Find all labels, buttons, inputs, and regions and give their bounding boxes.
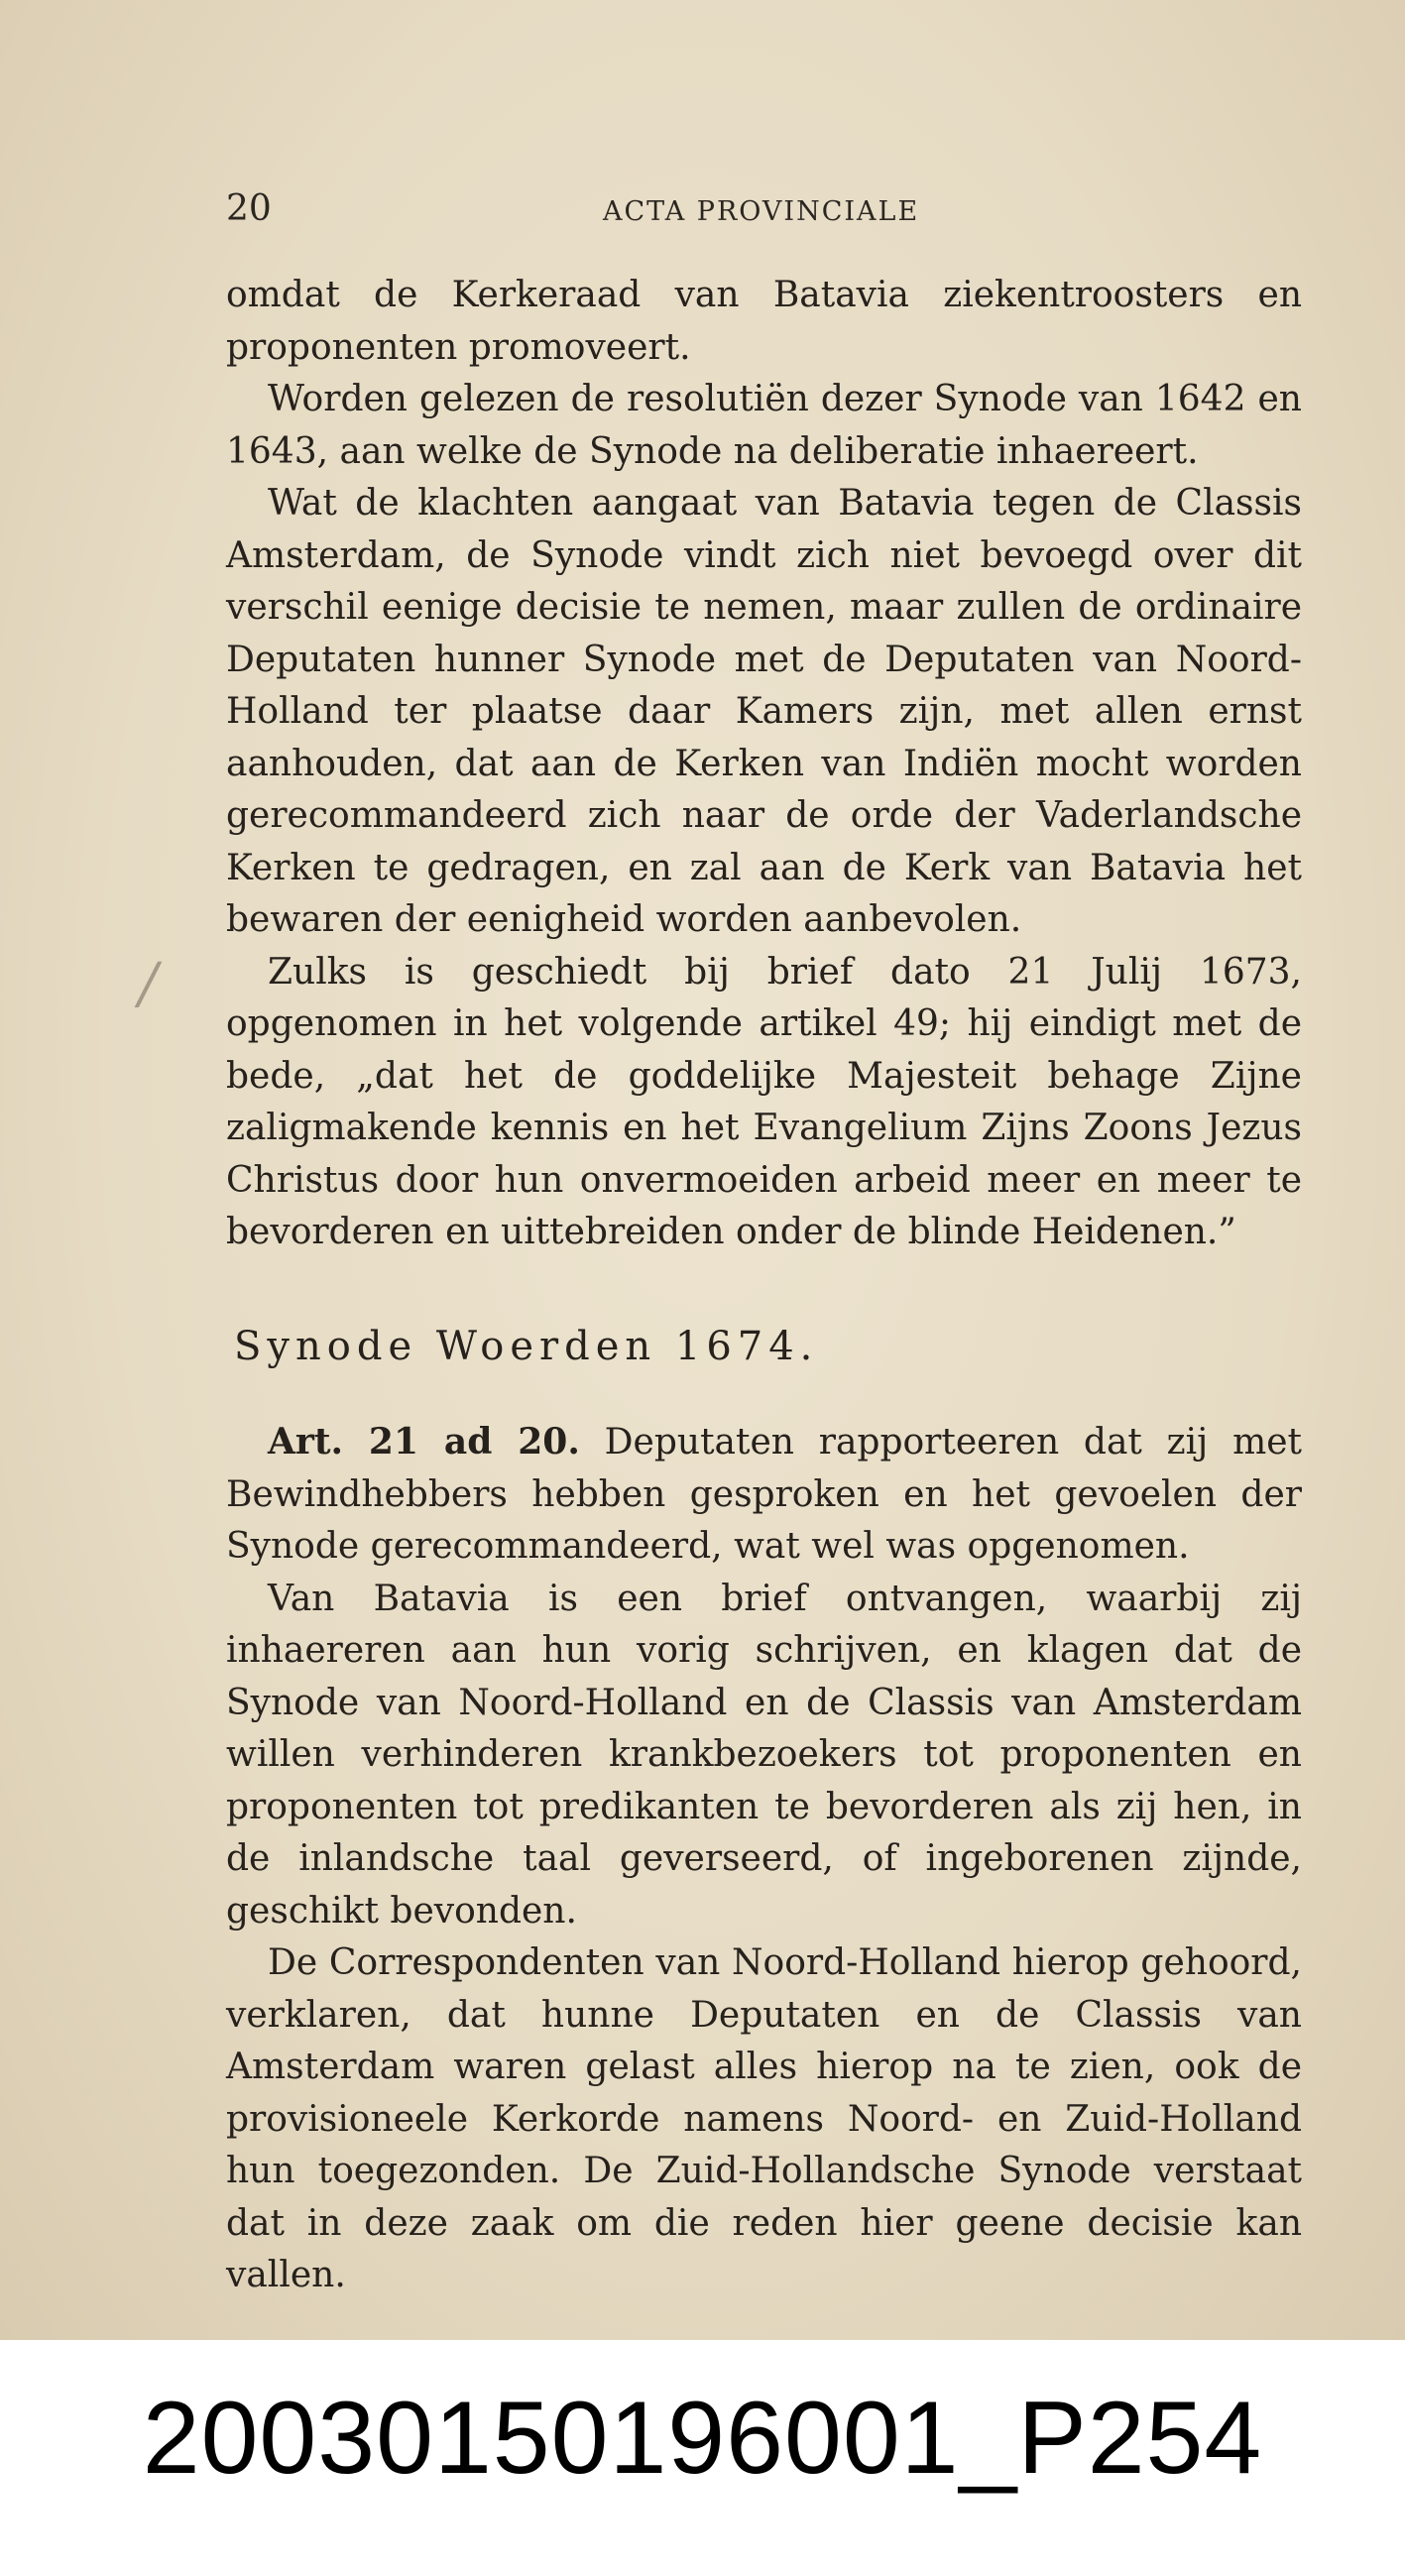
paragraph: omdat de Kerkeraad van Batavia ziekentroosters en proponenten promoveert. (226, 275, 1302, 368)
article-label: Art. 21 ad 20. (268, 1421, 580, 1463)
paragraph: Van Batavia is een brief ontvangen, waarbij zij inhaereren aan hun vorig schrijven, en klagen dat de Synode van Noord-Holland en de Classis van Amsterdam willen verhinderen krankbezoekers tot proponenten en proponenten tot predikanten te bevorderen als zij hen, in de inlandsche taal geverseerd, of ingeborenen zijnde, geschikt bevonden. (226, 1578, 1302, 1932)
article-text: Deputaten rapporteeren dat zij met Bewindhebbers hebben gesproken en het gevoelen der Synode gerecommandeerd, wat wel was opgenomen. (226, 1422, 1302, 1567)
paragraph: Zulks is geschiedt bij brief dato 21 Julij 1673, opgenomen in het volgende artikel 49; hij eindigt met de bede, „dat het de goddelijke Majesteit behage Zijne zaligmakende kennis en het Evangelium Zijns Zoons Jezus Christus door hun onvermoeiden arbeid meer en meer te bevorderen en uittebreiden onder de blinde Heidenen.” (226, 951, 1302, 1252)
paragraph: Worden gelezen de resolutiën dezer Synode van 1642 en 1643, aan welke de Synode na deliberatie inhaereert. (226, 379, 1302, 472)
body-text (226, 270, 1302, 2302)
article-paragraph (226, 1416, 1302, 1574)
scan-identifier: 20030150196001_P254 (142, 2381, 1263, 2496)
margin-annotation: / (139, 952, 158, 1016)
paragraph: Wat de klachten aangaat van Batavia tegen de Classis Amsterdam, de Synode vindt zich niet bevoegd over dit verschil eenige decisie te nemen, maar zullen de ordinaire Deputaten hunner Synode met de Deputaten van Noord-Holland ter plaatse daar Kamers zijn, met allen ernst aanhouden, dat aan de Kerken van Indiën mocht worden gerecommandeerd zich naar de orde der Vaderlandsche Kerken te gedragen, en zal aan de Kerk van Batavia het bewaren der eenigheid worden aanbevolen. (226, 483, 1302, 940)
running-head (226, 188, 1302, 248)
running-title: ACTA PROVINCIALE (603, 196, 920, 227)
section-heading: Synode Woerden 1674. (234, 1323, 819, 1369)
page-number: 20 (226, 188, 272, 229)
paragraph: De Correspondenten van Noord-Holland hierop gehoord, verklaren, dat hunne Deputaten en de Classis van Amsterdam waren gelast alles hierop na te zien, ook de provisioneele Kerkorde namens Noord- en Zuid-Holland hun toegezonden. De Zuid-Hollandsche Synode verstaat dat in deze zaak om die reden hier geene decisie kan vallen. (226, 1942, 1302, 2295)
